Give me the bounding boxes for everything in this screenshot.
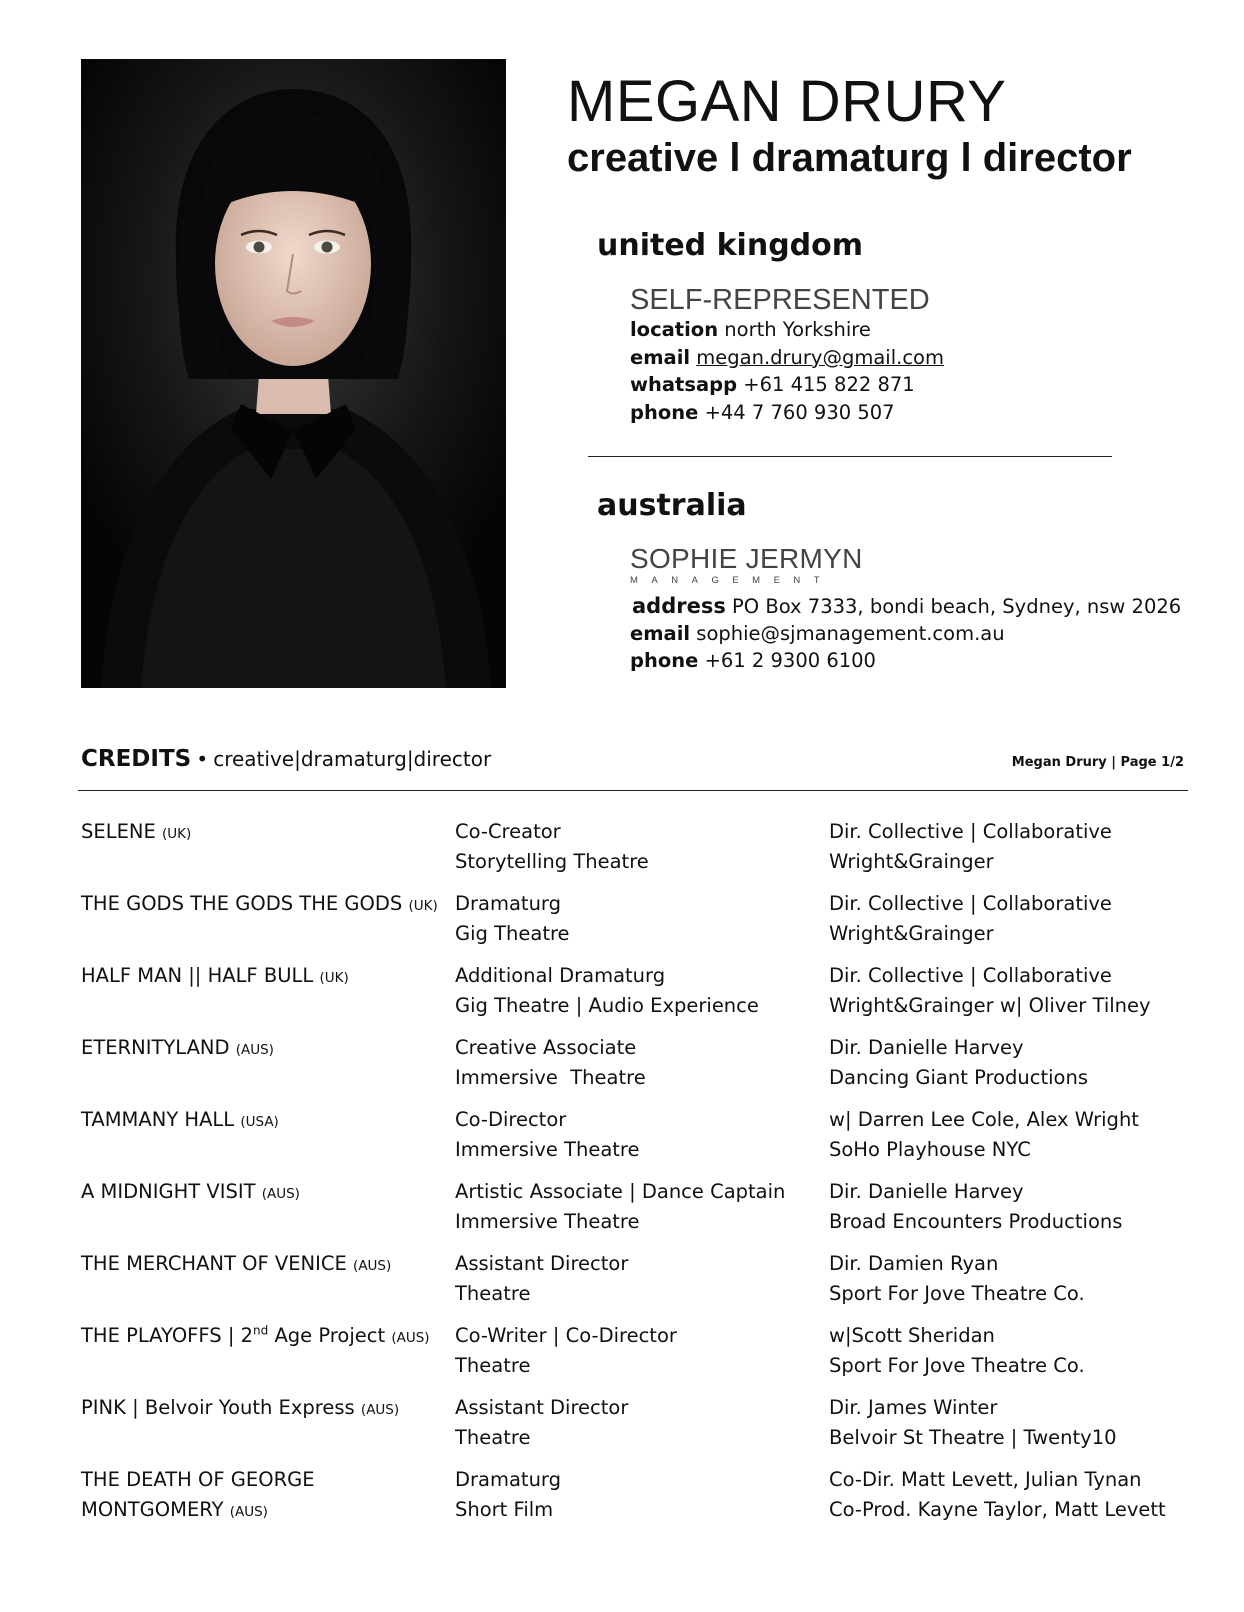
credit-company: Dir. Collective | Collaborative Wright&Grainger — [829, 820, 1112, 873]
credit-row — [81, 961, 1211, 1033]
au-email-value: sophie@sjmanagement.com.au — [696, 622, 1005, 645]
uk-heading: united kingdom — [597, 228, 864, 263]
credits-heading — [81, 746, 491, 772]
credit-title: THE PLAYOFFS | 2nd Age Project (AUS) — [81, 1323, 430, 1347]
credit-title: A MIDNIGHT VISIT (AUS) — [81, 1180, 300, 1203]
au-phone-label: phone — [630, 649, 699, 672]
uk-location-label: location — [630, 318, 719, 341]
credit-role: Assistant Director Theatre — [455, 1252, 629, 1305]
credit-title: HALF MAN || HALF BULL (UK) — [81, 964, 349, 987]
au-address-label: address — [632, 594, 726, 618]
section-divider — [588, 456, 1112, 457]
agency-logo — [630, 545, 863, 586]
uk-phone-label: phone — [630, 401, 699, 424]
credit-company: Dir. Collective | Collaborative Wright&Grainger — [829, 892, 1112, 945]
credit-row — [81, 1177, 1211, 1249]
uk-email-link[interactable]: megan.drury@gmail.com — [696, 346, 944, 369]
credit-title: THE MERCHANT OF VENICE (AUS) — [81, 1252, 392, 1275]
credits-title: CREDITS — [81, 746, 192, 772]
credit-role: Creative Associate Immersive Theatre — [455, 1036, 646, 1089]
credit-role: Co-Director Immersive Theatre — [455, 1108, 640, 1161]
credit-role: Co-Writer | Co-Director Theatre — [455, 1324, 677, 1377]
credit-company: Dir. Damien Ryan Sport For Jove Theatre Co. — [829, 1252, 1085, 1305]
agency-subtitle: MANAGEMENT — [630, 575, 834, 586]
credit-role: Dramaturg Short Film — [455, 1468, 561, 1521]
credit-company: Dir. Danielle Harvey Dancing Giant Productions — [829, 1036, 1088, 1089]
credit-role: Artistic Associate | Dance Captain Immersive Theatre — [455, 1180, 786, 1233]
credit-role: Assistant Director Theatre — [455, 1396, 629, 1449]
au-email — [630, 622, 1005, 645]
credit-title: TAMMANY HALL (USA) — [81, 1108, 279, 1131]
credit-role: Co-Creator Storytelling Theatre — [455, 820, 649, 873]
uk-whatsapp-label: whatsapp — [630, 373, 738, 396]
uk-location-value: north Yorkshire — [724, 318, 871, 341]
credit-row — [81, 889, 1211, 961]
credit-company: w|Scott Sheridan Sport For Jove Theatre Co. — [829, 1324, 1085, 1377]
credit-row — [81, 817, 1211, 889]
credit-row — [81, 1465, 1211, 1529]
credits-table — [81, 817, 1211, 1529]
credit-row — [81, 1033, 1211, 1105]
au-email-label: email — [630, 622, 691, 645]
credit-title: SELENE (UK) — [81, 820, 192, 843]
credit-title: PINK | Belvoir Youth Express (AUS) — [81, 1396, 400, 1419]
credit-row — [81, 1105, 1211, 1177]
uk-phone — [630, 401, 895, 424]
au-phone-value: +61 2 9300 6100 — [704, 649, 876, 672]
person-name: MEGAN DRURY — [567, 69, 1007, 134]
credit-title: THE DEATH OF GEORGE MONTGOMERY (AUS) — [81, 1468, 315, 1521]
au-phone — [630, 649, 876, 672]
uk-phone-value: +44 7 760 930 507 — [704, 401, 895, 424]
credit-company: w| Darren Lee Cole, Alex Wright SoHo Playhouse NYC — [829, 1108, 1139, 1161]
credit-row — [81, 1321, 1211, 1393]
credits-divider — [78, 790, 1188, 791]
uk-email — [630, 346, 944, 369]
uk-whatsapp — [630, 373, 915, 396]
uk-representation: SELF-REPRESENTED — [630, 284, 930, 316]
credit-row — [81, 1393, 1211, 1465]
credits-bullet: • — [196, 747, 209, 771]
uk-email-label: email — [630, 346, 691, 369]
credit-row — [81, 1249, 1211, 1321]
credit-title: ETERNITYLAND (AUS) — [81, 1036, 274, 1059]
credit-company: Dir. Danielle Harvey Broad Encounters Productions — [829, 1180, 1123, 1233]
person-roles: creative l dramaturg l director — [567, 136, 1132, 180]
credits-subtitle: creative|dramaturg|director — [213, 747, 492, 771]
credit-company: Co-Dir. Matt Levett, Julian Tynan Co-Prod. Kayne Taylor, Matt Levett — [829, 1468, 1166, 1521]
credit-title: THE GODS THE GODS THE GODS (UK) — [81, 892, 438, 915]
credit-company: Dir. James Winter Belvoir St Theatre | Twenty10 — [829, 1396, 1117, 1449]
headshot-photo — [81, 59, 506, 688]
credit-role: Additional Dramaturg Gig Theatre | Audio Experience — [455, 964, 759, 1017]
uk-location — [630, 318, 871, 341]
credit-role: Dramaturg Gig Theatre — [455, 892, 570, 945]
uk-whatsapp-value: +61 415 822 871 — [743, 373, 915, 396]
agency-name: SOPHIE JERMYN — [630, 543, 863, 574]
au-address-value: PO Box 7333, bondi beach, Sydney, nsw 2026 — [732, 595, 1182, 618]
au-address — [632, 594, 1181, 618]
au-heading: australia — [597, 488, 747, 523]
credit-company: Dir. Collective | Collaborative Wright&Grainger w| Oliver Tilney — [829, 964, 1151, 1017]
page-number: Megan Drury | Page 1/2 — [1011, 755, 1184, 770]
